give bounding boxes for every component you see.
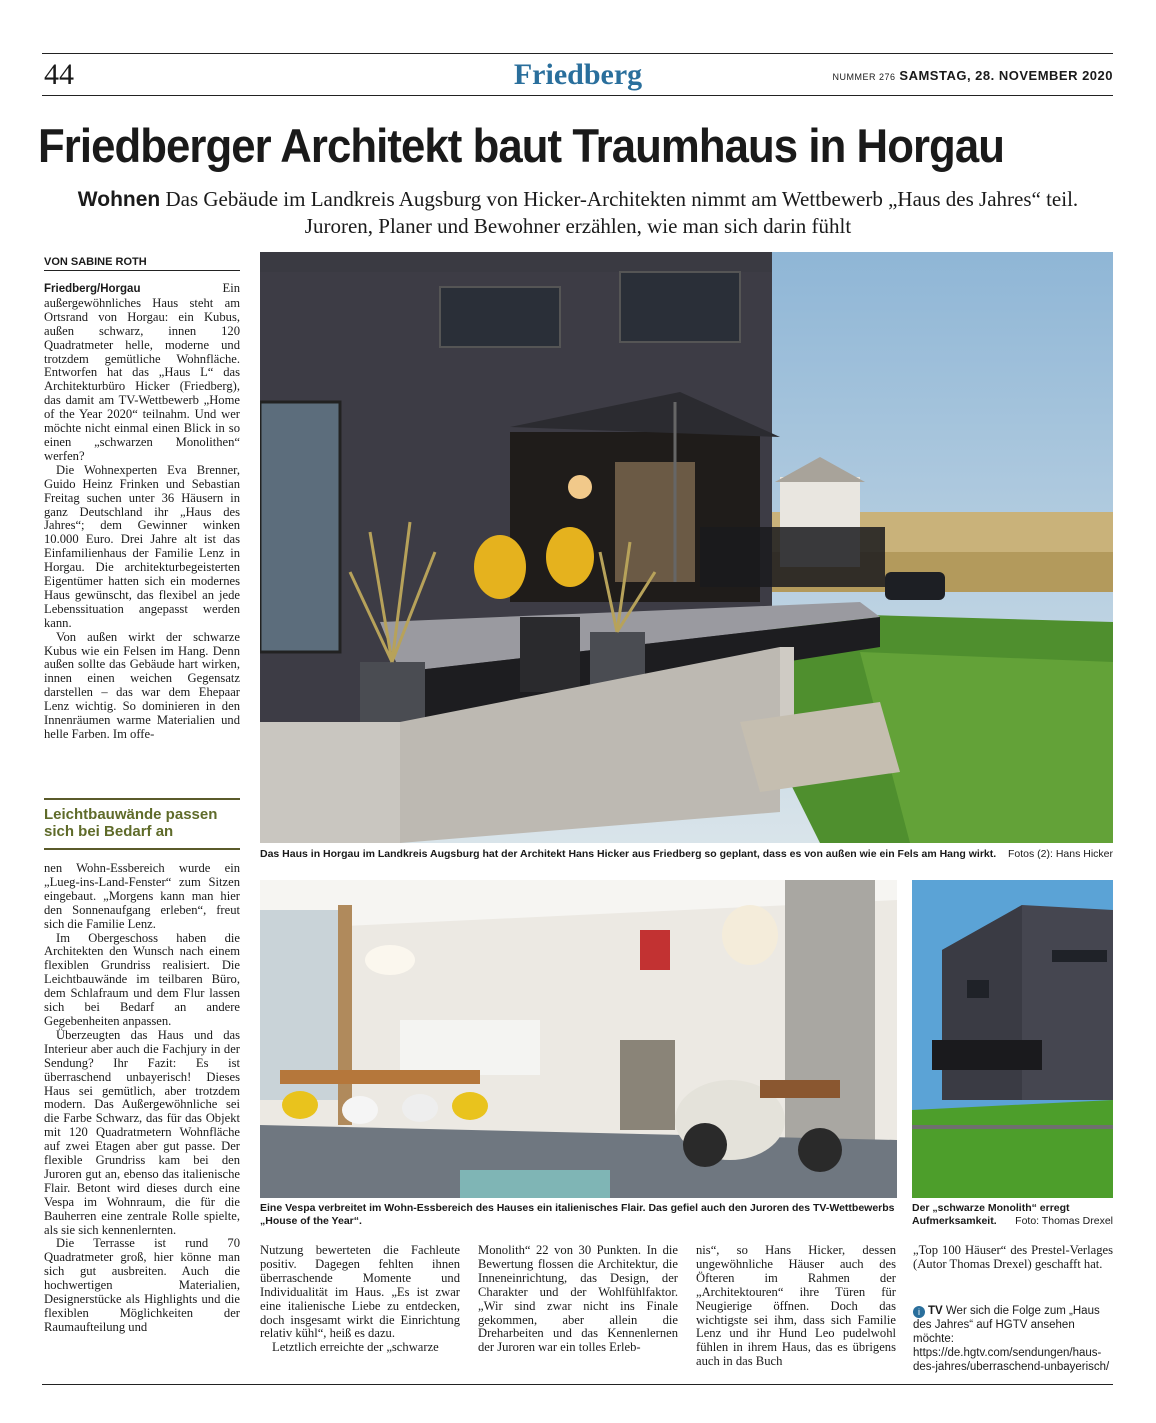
caption-text: Das Haus in Horgau im Landkreis Augsburg hat der Architekt Hans Hicker aus Friedberg so geplant, dass es von außen wie ein Fels am Hang wirkt.	[260, 848, 997, 860]
column-4	[696, 1244, 896, 1369]
interhead: Leichtbauwände passen sich bei Bedarf an	[44, 798, 240, 850]
paragraph: „Top 100 Häuser“ des Prestel-Verlages (Autor Thomas Drexel) geschafft hat.	[913, 1243, 1113, 1271]
house-terrace-image	[260, 252, 1113, 843]
tv-infobox	[913, 1304, 1113, 1374]
paragraph: Überzeugten das Haus und das Interieur aber auch die Fachjury in der Sendung? Ihr Fazit: Es ist überraschend unbayerisch! Dieses Haus sei gemütlich, aber trotzdem modern. Das Außergewöhnliche sei die Farbe Schwarz, das für das Objekt mit 120 Quadratmetern Wohnfläche auf zwei Etagen aber gut passe. Der flexible Grundriss kam bei den Juroren gut an, ebenso das italienische Flair. Betont wird dieses durch eine Vespa im Wohnraum, die für die Bauherren eine zentrale Rolle spielte, als sie sich kennenlernten.	[44, 1027, 240, 1237]
interior-photo	[260, 880, 897, 1198]
tv-label: TV	[928, 1305, 943, 1317]
dateline: Friedberg/Horgau	[44, 283, 141, 295]
paragraph: nen Wohn-Essbereich wurde ein „Lueg-ins-Land-Fenster“ zum Sitzen eingebaut. „Morgens kann man hier den Sonnenaufgang erleben“, freut sich die Familie Lenz.	[44, 861, 240, 931]
interior-vespa-image	[260, 880, 897, 1198]
info-icon: i	[913, 1306, 925, 1318]
issue-date-text: SAMSTAG, 28. NOVEMBER 2020	[899, 68, 1113, 83]
exterior-photo-caption	[912, 1202, 1113, 1228]
column-3	[478, 1244, 678, 1355]
main-photo-caption	[260, 848, 1113, 861]
tv-text: Wer sich die Folge zum „Haus des Jahres“ auf HGTV ansehen möchte: https://de.hgtv.com/sendungen/haus-des-jahres/uberraschend-unbayerisch/	[913, 1305, 1110, 1373]
headline: Friedberger Architekt baut Traumhaus in Horgau	[38, 119, 1004, 172]
paragraph: nis“, so Hans Hicker, dessen ungewöhnliche Häuser auch des Öfteren im Rahmen der „Architektouren“ ihre Türen für Neugierige öffnen. Doch das wichtigste sei ihm, dass sich Familie Lenz und ihr Hund Leo pudelwohl fühlen in ihrem Haus, das es übrigens auch in das Buch	[696, 1243, 896, 1369]
paragraph: Letztlich erreichte der „schwarze	[272, 1340, 439, 1355]
paragraph: Monolith“ 22 von 30 Punkten. In die Bewertung flossen die Architektur, die Inneneinrichtung, das Design, der Charakter und der Wohlfühlfaktor. „Wir sind zwar nicht ins Finale gekommen, aber allein die Dreharbeiten und das Kennenlernen der Juroren war ein tolles Erleb-	[478, 1243, 678, 1355]
caption-text: Der „schwarze Monolith“ erregt Aufmerksamkeit.	[912, 1202, 1070, 1227]
column-1b	[44, 862, 240, 1335]
exterior-photo	[912, 880, 1113, 1198]
column-1	[44, 282, 240, 742]
interior-photo-caption	[260, 1202, 897, 1228]
bottom-rule	[42, 1384, 1113, 1385]
subhead-text: Das Gebäude im Landkreis Augsburg von Hicker-Architekten nimmt am Wettbewerb „Haus des Jahres“ teil. Juroren, Planer und Bewohner erzählen, wie man sich darin fühlt	[165, 187, 1079, 238]
section-title: Friedberg	[513, 58, 643, 91]
photo-credit: Foto: Thomas Drexel	[1015, 1215, 1113, 1227]
paragraph: Friedberg/Horgau Ein außergewöhnliches Haus steht am Ortsrand von Horgau: ein Kubus, außen schwarz, innen 120 Quadratmeter helle, moderne und trotzdem gemütliche Wohnfläche. Entworfen hat das „Haus L“ das Architekturbüro Hicker (Friedberg), das damit am TV-Wettbewerb „Home of the Year 2020“ teilnahm. Und wer möchte nicht einmal einen Blick in so einen „schwarzen Monolithen“ werfen?	[44, 281, 240, 463]
issue-number: NUMMER 276	[832, 72, 896, 82]
kicker: Wohnen	[77, 188, 161, 211]
column-2	[260, 1244, 460, 1355]
paragraph: Nutzung bewerteten die Fachleute positiv. Dagegen fehlten ihnen überraschende Momente und Individualität im Haus. „Es ist zwar eine italienische Liebe zu entdecken, doch insgesamt wirkt die Einrichtung relativ kühl“, heiß es dazu.	[260, 1243, 460, 1341]
paragraph: Von außen wirkt der schwarze Kubus wie ein Felsen im Hang. Denn außen sollte das Gebäude hart wirken, innen einen weichen Gegensatz darstellen – das war dem Ehepaar Lenz wichtig. So dominieren in den Innenräumen warme Materialien und helle Farben. Im offe-	[44, 629, 240, 741]
black-cube-house-image	[912, 880, 1113, 1198]
caption-text: Eine Vespa verbreitet im Wohn-Essbereich des Hauses ein italienisches Flair. Das gefiel auch den Juroren des TV-Wettbewerbs „House of the Year“.	[260, 1202, 895, 1227]
subheadline	[60, 186, 1096, 240]
page-number: 44	[44, 58, 74, 91]
byline: VON SABINE ROTH	[44, 256, 240, 271]
top-rule	[42, 53, 1113, 54]
paragraph: Die Wohnexperten Eva Brenner, Guido Heinz Frinken und Sebastian Freitag suchen unter 36 Häusern in ganz Deutschland ihr „Haus des Jahres“; dem Gewinner winken 10.000 Euro. Drei Jahre alt ist das Einfamilienhaus der Familie Lenz in Horgau. Die architekturbegeisterten Eigentümer hatten sich ein modernes Haus gewünscht, das flexibel an jede Lebenssituation angepasst werden kann.	[44, 462, 240, 630]
header-rule	[42, 95, 1113, 96]
issue-date	[833, 68, 1113, 83]
paragraph: Im Obergeschoss haben die Architekten den Wunsch nach einem flexiblen Grundriss realisiert. Die Leichtbauwände im teilbaren Büro, dem Schlafraum und dem Flur lassen sich bei Bedarf an andere Gegebenheiten anpassen.	[44, 930, 240, 1028]
photo-credit: Fotos (2): Hans Hicker	[1007, 848, 1113, 860]
main-photo	[260, 252, 1113, 843]
paragraph: Die Terrasse ist rund 70 Quadratmeter groß, hier könne man sich gut ausbreiten. Auch die hochwertigen Materialien, Designerstücke als Highlights und die flexiblen Möglichkeiten der Raumaufteilung und	[44, 1236, 240, 1334]
column-5	[913, 1244, 1113, 1272]
